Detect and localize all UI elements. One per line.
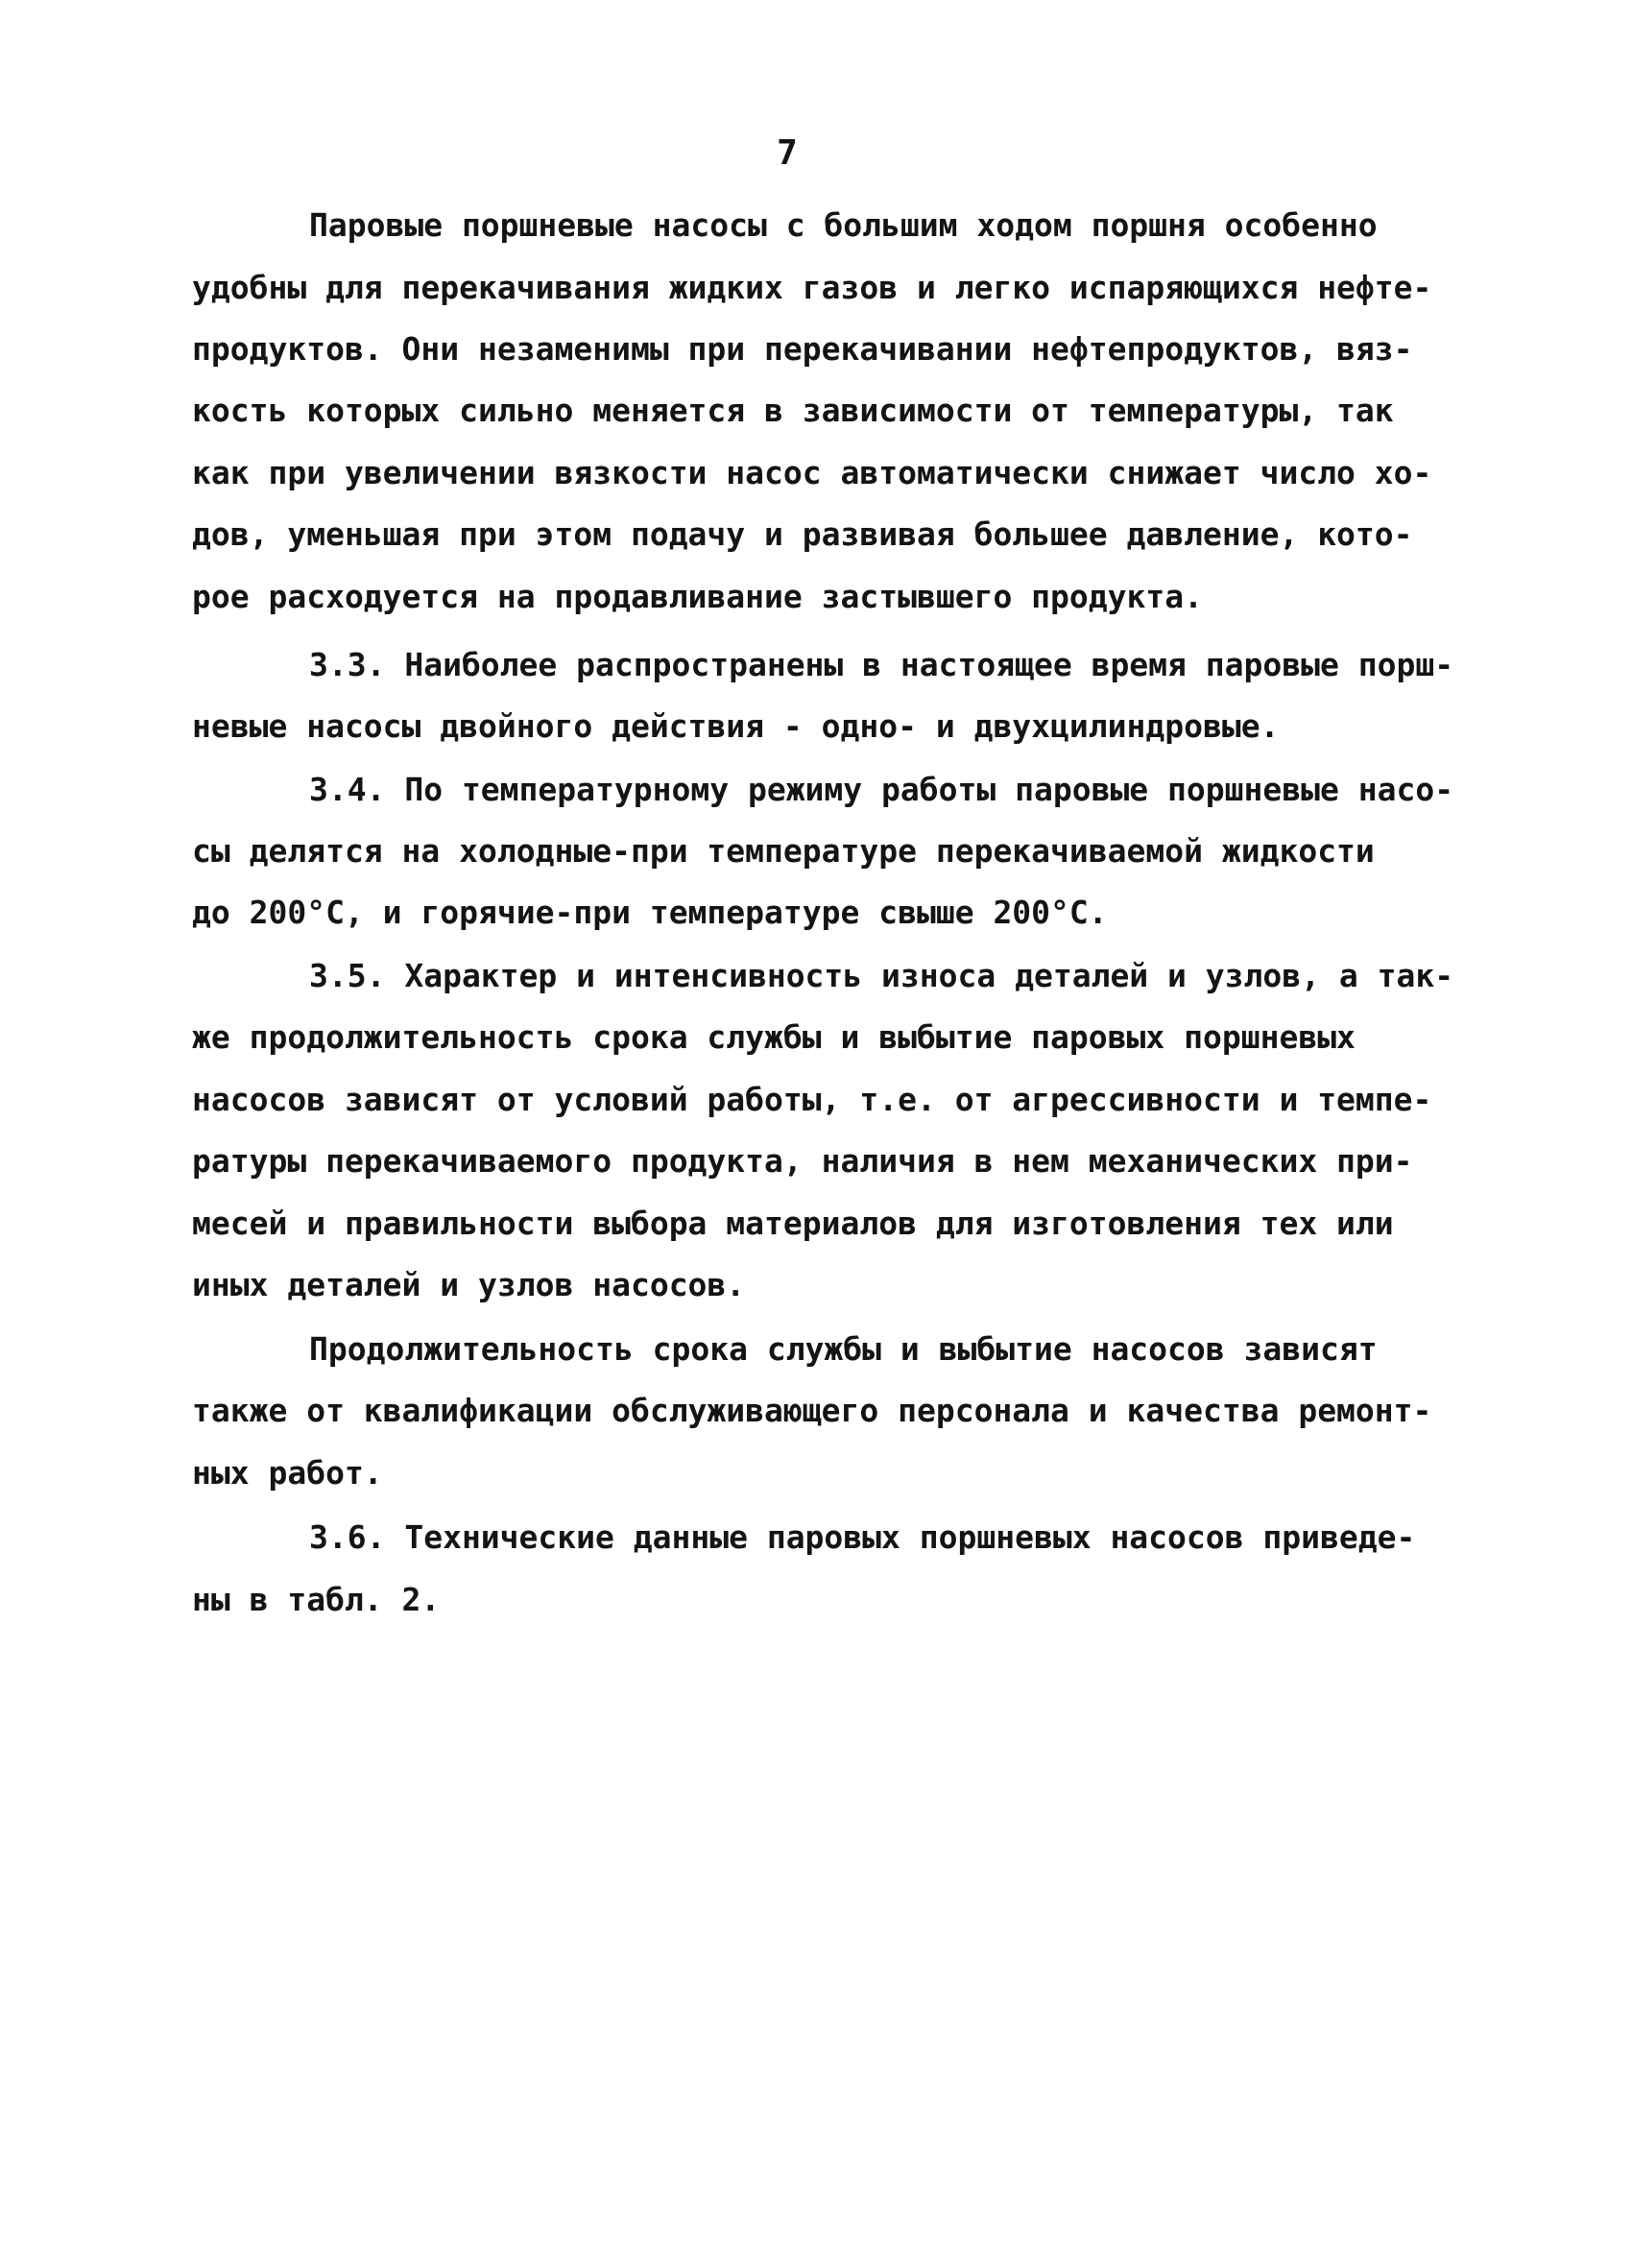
text-line: рое расходуется на продавливание застывшего продукта. — [192, 578, 1203, 615]
text-line: невые насосы двойного действия - одно- и двухцилиндровые. — [192, 707, 1280, 745]
text-line: ны в табл. 2. — [192, 1581, 441, 1618]
text-line: 3.3. Наиболее распространены в настоящее время паровые порш- — [309, 646, 1454, 683]
text-line: также от квалификации обслуживающего персонала и качества ремонт- — [192, 1392, 1432, 1429]
text-line: ных работ. — [192, 1454, 383, 1492]
text-line: кость которых сильно меняется в зависимости от температуры, так — [192, 392, 1394, 429]
text-line: 3.4. По температурному режиму работы паровые поршневые насо- — [309, 771, 1454, 808]
text-line: ратуры перекачиваемого продукта, наличия в нем механических при- — [192, 1142, 1413, 1180]
text-line: Паровые поршневые насосы с большим ходом поршня особенно — [309, 206, 1378, 244]
text-line: сы делятся на холодные-при температуре перекачиваемой жидкости — [192, 832, 1375, 870]
text-line: как при увеличении вязкости насос автоматически снижает число хо- — [192, 454, 1432, 491]
text-line: до 200°С, и горячие-при температуре свыше 200°С. — [192, 894, 1108, 931]
text-line: дов, уменьшая при этом подачу и развивая большее давление, кото- — [192, 515, 1413, 553]
text-line: насосов зависят от условий работы, т.е. от агрессивности и темпе- — [192, 1081, 1432, 1118]
text-line: продуктов. Они незаменимы при перекачивании нефтепродуктов, вяз- — [192, 330, 1413, 368]
page-number: 7 — [777, 133, 798, 173]
text-line: месей и правильности выбора материалов для изготовления тех или — [192, 1205, 1394, 1242]
text-line: Продолжительность срока службы и выбытие насосов зависят — [309, 1330, 1378, 1368]
text-line: удобны для перекачивания жидких газов и легко испаряющихся нефте- — [192, 269, 1432, 306]
text-line: иных деталей и узлов насосов. — [192, 1266, 746, 1303]
text-line: же продолжительность срока службы и выбытие паровых поршневых — [192, 1018, 1356, 1056]
text-line: 3.6. Технические данные паровых поршневых насосов приведе- — [309, 1518, 1416, 1556]
text-line: 3.5. Характер и интенсивность износа деталей и узлов, а так- — [309, 957, 1454, 994]
